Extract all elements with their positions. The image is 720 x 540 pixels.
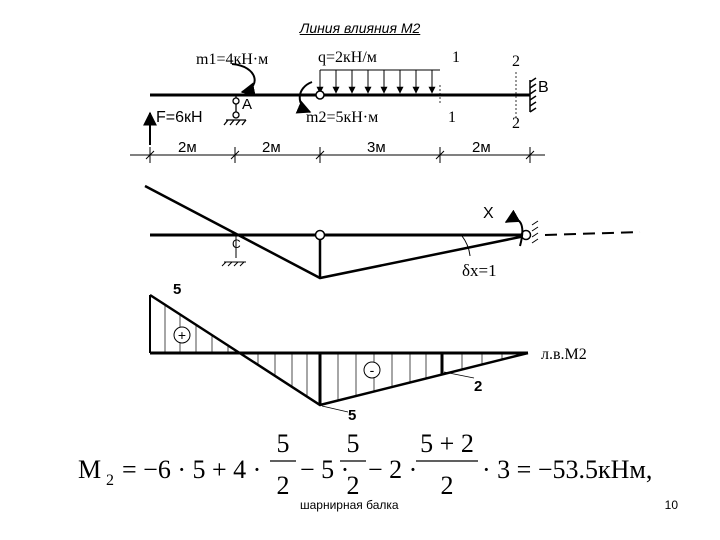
moment-m2-label: m2=5кН·м xyxy=(306,109,379,126)
span-label: 3м xyxy=(367,139,386,156)
rotation-x-label: X xyxy=(483,205,494,222)
section-1-bottom-label: 1 xyxy=(448,109,456,126)
beam-scheme xyxy=(150,49,549,145)
moment-m2-arrow xyxy=(300,82,312,112)
ordinate-right-label: 2 xyxy=(474,378,483,395)
load-q-label: q=2кН/м xyxy=(318,49,377,66)
section-2-top-label: 2 xyxy=(512,53,520,70)
footer-text: шарнирная балка xyxy=(300,498,399,512)
ordinate-right-leader xyxy=(444,372,474,378)
moment-m1-label: m1=4кН·м xyxy=(196,51,269,68)
hinge-c-label: C xyxy=(232,237,241,251)
rotation-x-arrow xyxy=(506,219,522,246)
distributed-load xyxy=(320,70,440,93)
formula-part4: · 3 = −53.5кНм, xyxy=(482,455,653,484)
section-2-bottom-label: 2 xyxy=(512,115,520,132)
span-label: 2м xyxy=(472,139,491,156)
formula-lhs-sub: 2 xyxy=(106,472,114,489)
formula-part3: − 2 · xyxy=(368,455,418,484)
force-f-label: F=6кН xyxy=(156,109,203,126)
formula xyxy=(78,429,652,500)
ordinate-left-label: 5 xyxy=(173,281,182,298)
frac3-den: 2 xyxy=(440,471,454,500)
section-1-top-label: 1 xyxy=(452,49,460,66)
formula-lhs: M xyxy=(78,455,102,484)
formula-part2: − 5 · xyxy=(300,455,350,484)
frac2-den: 2 xyxy=(346,471,360,500)
minus-sign: - xyxy=(369,362,375,378)
mechanism-support-b xyxy=(532,221,538,243)
formula-part1: = −6 · 5 + 4 · xyxy=(122,455,262,484)
ordinate-min-leader xyxy=(322,406,348,412)
influence-line-diagram xyxy=(150,281,587,424)
beam-hinge xyxy=(316,91,324,99)
il-graph xyxy=(150,295,528,405)
span-label: 2м xyxy=(178,139,197,156)
support-b-label: B xyxy=(538,79,549,96)
dimension-line xyxy=(130,139,545,163)
delta-angle-arc xyxy=(462,236,470,256)
il-label: л.в.М2 xyxy=(541,346,587,363)
ordinate-min-label: 5 xyxy=(348,407,357,424)
slide-title: Линия влияния М2 xyxy=(299,20,421,36)
support-a-label: A xyxy=(242,96,253,113)
fixed-support-b xyxy=(530,78,536,112)
span-label: 2м xyxy=(262,139,281,156)
mechanism-diagram xyxy=(145,186,640,280)
frac1-num: 5 xyxy=(276,429,290,458)
mechanism-hinge xyxy=(316,231,325,240)
frac2-num: 5 xyxy=(346,429,360,458)
frac1-den: 2 xyxy=(276,471,290,500)
delta-label: δx=1 xyxy=(462,261,497,280)
moment-m1-arrow xyxy=(232,64,255,92)
frac3-num: 5 + 2 xyxy=(420,429,474,458)
page-number: 10 xyxy=(664,498,678,512)
plus-sign: + xyxy=(177,327,187,343)
mechanism-dashed-extension xyxy=(545,232,640,235)
